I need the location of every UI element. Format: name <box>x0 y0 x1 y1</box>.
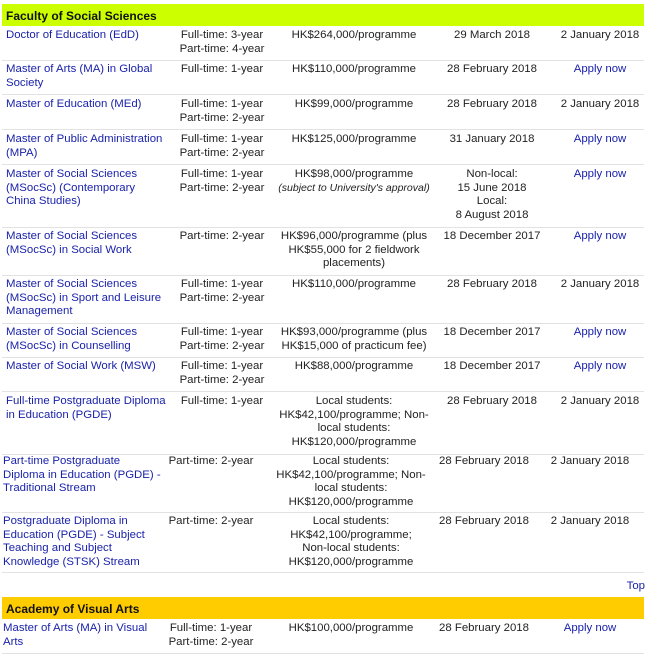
tuition-fee-line: HK$110,000/programme <box>292 278 416 290</box>
study-mode-line: Part-time: 2-year <box>168 635 254 648</box>
tuition-fee <box>272 230 436 271</box>
application-deadline <box>432 455 536 469</box>
study-mode-line: Full-time: 3-year <box>180 29 264 41</box>
tuition-fee-line: HK$42,100/programme; <box>290 528 412 541</box>
application-deadline-line: 28 February 2018 <box>447 278 537 290</box>
study-mode-line: Part-time: 2-year <box>168 455 254 467</box>
study-mode-line: Part-time: 4-year <box>179 42 265 55</box>
tuition-fee-line: HK$93,000/programme (plus <box>280 326 428 338</box>
tuition-fee-line: Local students: <box>312 515 390 527</box>
application-start-date: 2 January 2018 <box>550 515 630 527</box>
table-row <box>2 393 644 455</box>
study-mode-line: Full-time: 1-year <box>180 63 264 75</box>
apply-now-link[interactable]: Apply now <box>573 360 627 372</box>
application-deadline-line: 8 August 2018 <box>455 208 529 221</box>
application-deadline <box>442 29 542 43</box>
programme-link[interactable]: Master of Social Sciences (MSocSc) in Social Work <box>6 230 138 256</box>
tuition-fee <box>272 29 436 43</box>
study-mode <box>157 515 265 529</box>
application-deadline <box>442 98 542 112</box>
study-mode <box>172 230 272 244</box>
application-deadline <box>442 63 542 77</box>
application-deadline <box>442 278 542 292</box>
tuition-fee-line: HK$120,000/programme <box>288 495 414 508</box>
programme-link[interactable]: Master of Arts (MA) in Visual Arts <box>3 622 148 648</box>
tuition-fee-line: HK$55,000 for 2 fieldwork <box>288 243 420 256</box>
study-mode <box>172 360 272 387</box>
programme-link[interactable]: Master of Social Sciences (MSocSc) (Contemporary China Studies) <box>6 168 138 207</box>
apply-now-link[interactable]: Apply now <box>573 133 627 145</box>
apply-now-link[interactable]: Apply now <box>573 230 627 242</box>
programme-link[interactable]: Full-time Postgraduate Diploma in Education (PGDE) <box>6 395 166 421</box>
tuition-fee <box>265 622 437 636</box>
application-deadline-line: Local: <box>476 195 508 207</box>
study-mode <box>157 622 265 649</box>
top-link[interactable]: Top <box>626 580 645 592</box>
tuition-fee-line: HK$120,000/programme <box>288 555 414 568</box>
study-mode-line: Part-time: 2-year <box>179 373 265 386</box>
study-mode <box>172 168 272 195</box>
tuition-fee <box>272 360 436 374</box>
application-deadline-line: 29 March 2018 <box>454 29 530 41</box>
application-start-date: 2 January 2018 <box>560 278 640 290</box>
study-mode-line: Part-time: 2-year <box>179 111 265 124</box>
apply-now-link[interactable]: Apply now <box>573 326 627 338</box>
tuition-fee <box>272 63 436 77</box>
study-mode-line: Part-time: 2-year <box>168 515 254 527</box>
application-deadline <box>442 230 542 244</box>
study-mode <box>172 326 272 353</box>
tuition-fee-line: HK$88,000/programme <box>294 360 414 372</box>
tuition-fee-line: HK$100,000/programme <box>288 622 414 634</box>
table-row <box>2 228 644 276</box>
application-deadline-line: 28 February 2018 <box>439 455 529 467</box>
tuition-fee-line: Local students: <box>315 395 393 407</box>
study-mode <box>172 98 272 125</box>
tuition-fee <box>265 455 437 509</box>
application-deadline <box>442 395 542 409</box>
faculty-name: Faculty of Social Sciences <box>6 9 157 23</box>
tuition-fee <box>272 168 436 195</box>
study-mode <box>172 395 272 409</box>
application-start-date: 2 January 2018 <box>560 395 640 407</box>
table-row <box>2 358 644 392</box>
apply-now-link[interactable]: Apply now <box>563 622 617 634</box>
tuition-fee-line: HK$42,100/programme; Non- <box>279 408 429 421</box>
table-row <box>2 276 644 324</box>
programme-link[interactable]: Postgraduate Diploma in Education (PGDE) - Subject Teaching and Subject Knowledge (STSK) Stream <box>3 515 145 568</box>
fee-note: (subject to University's approval) <box>278 181 430 194</box>
application-deadline-line: 18 December 2017 <box>443 326 541 338</box>
tuition-fee <box>272 98 436 112</box>
study-mode-line: Full-time: 1-year <box>180 395 264 407</box>
table-row <box>2 513 644 573</box>
tuition-fee-line: placements) <box>322 257 386 269</box>
study-mode <box>172 63 272 77</box>
application-deadline <box>442 326 542 340</box>
application-deadline-line: 15 June 2018 <box>457 181 527 194</box>
application-deadline <box>432 622 536 636</box>
tuition-fee <box>272 326 436 353</box>
table-row <box>2 166 644 228</box>
table-row <box>2 453 644 513</box>
tuition-fee-line: HK$264,000/programme <box>291 29 417 41</box>
tuition-fee <box>272 395 436 449</box>
application-deadline-line: 28 February 2018 <box>439 515 529 527</box>
application-start-date: 2 January 2018 <box>560 98 640 110</box>
study-mode-line: Full-time: 1-year <box>180 168 264 180</box>
tuition-fee-line: HK$110,000/programme <box>292 63 416 75</box>
apply-now-link[interactable]: Apply now <box>573 63 627 75</box>
application-deadline-line: 28 February 2018 <box>439 622 529 634</box>
study-mode-line: Part-time: 2-year <box>179 181 265 194</box>
tuition-fee-line: local students: <box>317 422 391 434</box>
tuition-fee <box>265 515 437 569</box>
application-start-date: 2 January 2018 <box>560 29 640 41</box>
programme-link[interactable]: Master of Education (MEd) <box>6 98 142 110</box>
programme-link[interactable]: Master of Social Sciences (MSocSc) in Sport and Leisure Management <box>6 278 162 317</box>
application-deadline-line: 28 February 2018 <box>447 395 537 407</box>
application-deadline <box>442 168 542 222</box>
application-deadline-line: 28 February 2018 <box>447 98 537 110</box>
study-mode-line: Full-time: 1-year <box>180 278 264 290</box>
tuition-fee-line: local students: <box>314 482 388 494</box>
tuition-fee-line: Local students: <box>312 455 390 467</box>
application-deadline-line: Non-local: <box>466 168 518 180</box>
tuition-fee-line: HK$42,100/programme; Non- <box>276 468 426 481</box>
apply-now-link[interactable]: Apply now <box>573 168 627 180</box>
table-row <box>2 61 644 95</box>
tuition-fee-line: HK$125,000/programme <box>291 133 417 145</box>
table-row <box>2 131 644 165</box>
table-row <box>2 96 644 130</box>
study-mode-line: Part-time: 2-year <box>179 339 265 352</box>
tuition-fee-line: HK$96,000/programme (plus <box>280 230 428 242</box>
application-start-date: 2 January 2018 <box>550 455 630 467</box>
table-row <box>2 27 644 61</box>
programme-link[interactable]: Master of Arts (MA) in Global Society <box>6 63 153 89</box>
study-mode-line: Full-time: 1-year <box>180 326 264 338</box>
application-deadline-line: 18 December 2017 <box>443 360 541 372</box>
study-mode-line: Part-time: 2-year <box>179 146 265 159</box>
study-mode-line: Full-time: 1-year <box>180 98 264 110</box>
application-deadline-line: 28 February 2018 <box>447 63 537 75</box>
application-deadline-line: 31 January 2018 <box>449 133 535 145</box>
faculty-header-social-sciences <box>2 4 644 26</box>
tuition-fee-line: HK$98,000/programme <box>294 168 414 180</box>
programme-link[interactable]: Doctor of Education (EdD) <box>6 29 139 41</box>
tuition-fee-line: HK$15,000 of practicum fee) <box>281 339 427 352</box>
table-row <box>2 324 644 358</box>
study-mode-line: Full-time: 1-year <box>180 133 264 145</box>
application-deadline <box>432 515 536 529</box>
study-mode <box>157 455 265 469</box>
tuition-fee-line: HK$99,000/programme <box>294 98 414 110</box>
programme-link[interactable]: Master of Public Administration (MPA) <box>6 133 163 159</box>
tuition-fee-line: Non-local students: <box>302 542 400 554</box>
application-deadline-line: 18 December 2017 <box>443 230 541 242</box>
programme-link[interactable]: Master of Social Work (MSW) <box>6 360 156 372</box>
application-deadline <box>442 133 542 147</box>
faculty-header-visual-arts <box>2 597 644 619</box>
study-mode <box>172 133 272 160</box>
tuition-fee-line: HK$120,000/programme <box>291 435 417 448</box>
tuition-fee <box>272 133 436 147</box>
study-mode <box>172 278 272 305</box>
study-mode-line: Full-time: 1-year <box>169 622 253 634</box>
programme-link[interactable]: Part-time Postgraduate Diploma in Education (PGDE) - Traditional Stream <box>3 455 161 494</box>
study-mode-line: Part-time: 2-year <box>179 230 265 242</box>
application-deadline <box>442 360 542 374</box>
table-row <box>2 620 644 654</box>
tuition-fee <box>272 278 436 292</box>
study-mode <box>172 29 272 56</box>
faculty-name: Academy of Visual Arts <box>6 602 140 616</box>
programme-link[interactable]: Master of Social Sciences (MSocSc) in Counselling <box>6 326 138 352</box>
study-mode-line: Part-time: 2-year <box>179 291 265 304</box>
study-mode-line: Full-time: 1-year <box>180 360 264 372</box>
